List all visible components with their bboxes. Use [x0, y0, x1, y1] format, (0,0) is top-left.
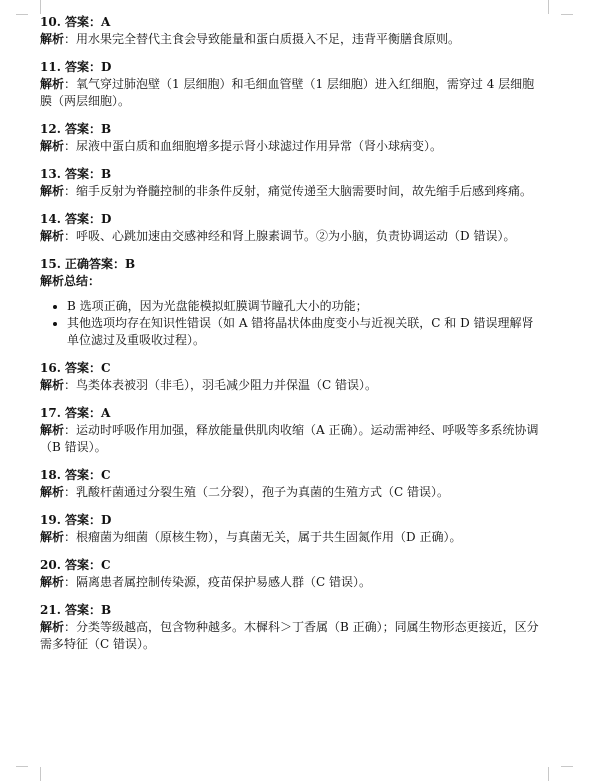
analysis-body: ：尿液中蛋白质和血细胞增多提示肾小球滤过作用异常（肾小球病变）。 [64, 139, 443, 153]
answer-heading: 19. 答案：D [40, 513, 112, 527]
answer-item-13 [40, 166, 540, 200]
analysis-label: 解析总结 [40, 274, 89, 288]
summary-bullet: • B 选项正确，因为光盘能模拟虹膜调节瞳孔大小的功能； [67, 298, 540, 315]
analysis-body: ：乳酸杆菌通过分裂生殖（二分裂），孢子为真菌的生殖方式（C 错误）。 [64, 485, 450, 499]
analysis-text [40, 377, 540, 394]
answer-list [40, 14, 540, 664]
crop-mark-top-left [28, 0, 41, 14]
answer-item-11 [40, 59, 540, 110]
analysis-body: ：呼吸、心跳加速由交感神经和肾上腺素调节。②为小脑，负责协调运动（D 错误）。 [64, 229, 516, 243]
answer-item-17 [40, 405, 540, 456]
summary-bullet-list [40, 298, 540, 349]
answer-heading: 17. 答案：A [40, 406, 111, 420]
analysis-text [40, 574, 540, 591]
answer-item-19 [40, 512, 540, 546]
analysis-text [40, 273, 540, 290]
answer-item-15 [40, 256, 540, 349]
analysis-body: ：鸟类体表被羽（非毛），羽毛减少阻力并保温（C 错误）。 [64, 378, 378, 392]
analysis-body: ：分类等级越高，包含物种越多。木樨科＞丁香属（B 正确）；同属生物形态更接近，区分需多特征（C 错误）。 [40, 620, 539, 651]
analysis-text [40, 484, 540, 501]
analysis-body: ：隔离患者属控制传染源，疫苗保护易感人群（C 错误）。 [64, 575, 372, 589]
analysis-text [40, 183, 540, 200]
crop-mark-top-right [548, 0, 561, 14]
analysis-text [40, 422, 540, 456]
answer-item-12 [40, 121, 540, 155]
analysis-label: 解析 [40, 77, 65, 91]
answer-heading: 10. 答案：A [40, 15, 111, 29]
analysis-text [40, 619, 540, 653]
crop-mark-bottom-right [548, 767, 561, 781]
analysis-body: ： [88, 274, 101, 288]
crop-mark-bottom-right-h [561, 766, 573, 767]
answer-heading: 16. 答案：C [40, 361, 111, 375]
answer-heading: 18. 答案：C [40, 468, 111, 482]
answer-item-16 [40, 360, 540, 394]
answer-heading: 21. 答案：B [40, 603, 112, 617]
analysis-body: ：氧气穿过肺泡壁（1 层细胞）和毛细血管壁（1 层细胞）进入红细胞，需穿过 4 层细胞膜（两层细胞）。 [40, 77, 535, 108]
answer-heading: 14. 答案：D [40, 212, 112, 226]
analysis-label: 解析 [40, 32, 65, 46]
analysis-body: ：用水果完全替代主食会导致能量和蛋白质摄入不足，违背平衡膳食原则。 [64, 32, 461, 46]
analysis-text [40, 228, 540, 245]
analysis-text [40, 529, 540, 546]
analysis-text [40, 76, 540, 110]
analysis-text [40, 138, 540, 155]
crop-mark-top-right-h [561, 14, 573, 15]
answer-heading: 20. 答案：C [40, 558, 111, 572]
analysis-body: ：缩手反射为脊髓控制的非条件反射，痛觉传递至大脑需要时间，故先缩手后感到疼痛。 [64, 184, 533, 198]
answer-item-20 [40, 557, 540, 591]
analysis-body: ：运动时呼吸作用加强，释放能量供肌肉收缩（A 正确）。运动需神经、呼吸等多系统协调（B 错误）。 [40, 423, 539, 454]
analysis-label: 解析 [40, 139, 65, 153]
crop-mark-bottom-left-h [16, 766, 28, 767]
answer-item-21 [40, 602, 540, 653]
answer-heading: 13. 答案：B [40, 167, 112, 181]
analysis-label: 解析 [40, 229, 65, 243]
analysis-label: 解析 [40, 575, 65, 589]
analysis-body: ：根瘤菌为细菌（原核生物），与真菌无关，属于共生固氮作用（D 正确）。 [64, 530, 462, 544]
answer-item-18 [40, 467, 540, 501]
answer-item-14 [40, 211, 540, 245]
analysis-label: 解析 [40, 530, 65, 544]
analysis-label: 解析 [40, 184, 65, 198]
answer-heading: 12. 答案：B [40, 122, 112, 136]
analysis-label: 解析 [40, 485, 65, 499]
crop-mark-bottom-left [28, 767, 41, 781]
analysis-label: 解析 [40, 378, 65, 392]
summary-bullet: • 其他选项均存在知识性错误（如 A 错将晶状体曲度变小与近视关联，C 和 D 错误理解肾单位滤过及重吸收过程）。 [67, 315, 540, 349]
answer-heading: 15. 正确答案：B [40, 257, 136, 271]
analysis-text [40, 31, 540, 48]
analysis-label: 解析 [40, 423, 65, 437]
answer-item-10 [40, 14, 540, 48]
analysis-label: 解析 [40, 620, 65, 634]
answer-heading: 11. 答案：D [40, 60, 112, 74]
crop-mark-top-left-h [16, 14, 28, 15]
